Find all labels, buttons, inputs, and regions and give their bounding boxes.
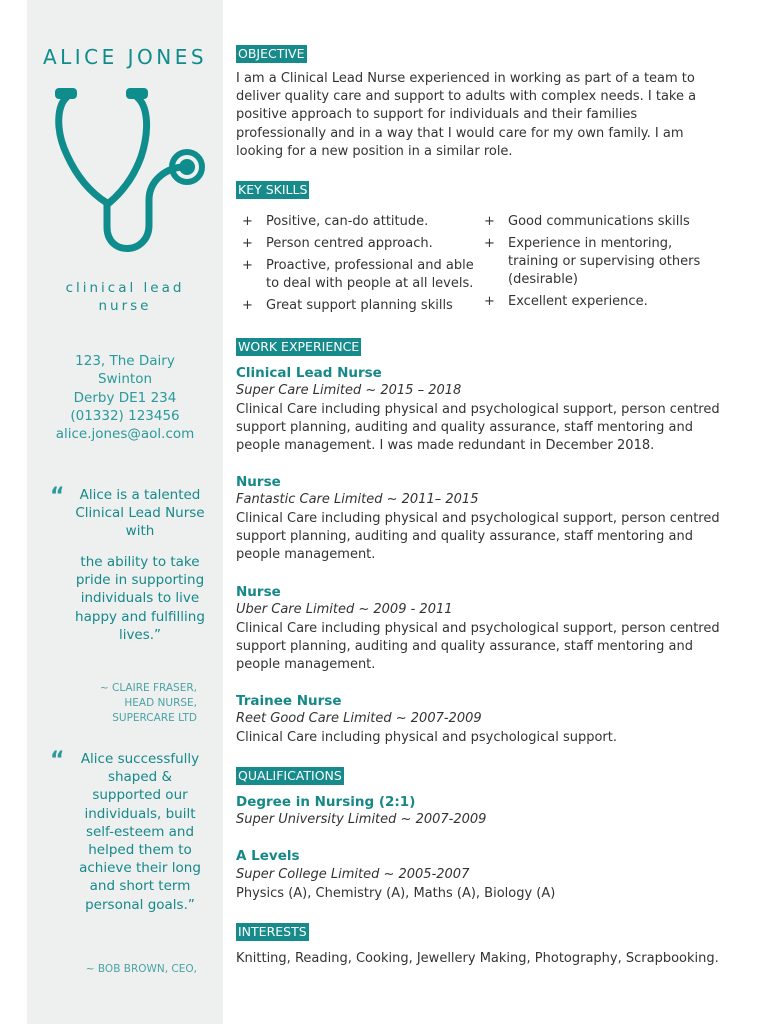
job-description: Clinical Care including physical and psychological support.: [236, 730, 617, 745]
bullet-icon: +: [242, 214, 253, 229]
address-line-3: Derby DE1 234: [73, 389, 177, 406]
objective-heading: OBJECTIVE: [238, 46, 305, 61]
objective-text: I am a Clinical Lead Nurse experienced in working as part of a team to deliver quality care and support to adults with complex needs. I take a positive approach to support for individuals and their families professionally and in a way that I would care for my own family. I am looking for a new position in a similar role.: [236, 71, 697, 159]
job-title: Nurse: [236, 584, 281, 600]
job-company: Uber Care Limited ~ 2009 - 2011: [236, 602, 453, 617]
job-description: Clinical Care including physical and psychological support, person centred support planning, auditing and quality assurance, staff mentoring and people management.: [236, 511, 720, 563]
testimonial-1-part-2: the ability to take pride in supporting individuals to live happy and fulfilling lives.”: [75, 554, 205, 643]
work-experience-heading: WORK EXPERIENCE: [238, 339, 360, 354]
job-title: Nurse: [236, 474, 281, 490]
qualification-title: Degree in Nursing (2:1): [236, 794, 416, 810]
skill-item: Proactive, professional and able to deal with people at all levels.: [266, 258, 474, 292]
interests-text: Knitting, Reading, Cooking, Jewellery Making, Photography, Scrapbooking.: [236, 951, 719, 966]
testimonial-2-author: ~ BOB BROWN, CEO,: [85, 963, 197, 975]
job-company: Fantastic Care Limited ~ 2011– 2015: [236, 492, 479, 507]
skill-item: Experience in mentoring, training or supervising others (desirable): [508, 236, 701, 288]
bullet-icon: +: [242, 298, 253, 313]
address-line-2: Swinton: [97, 371, 153, 388]
bullet-icon: +: [242, 258, 253, 273]
testimonial-1-author: ~ CLAIRE FRASER, HEAD NURSE, SUPERCARE LTD: [99, 682, 197, 724]
role-line-2: nurse: [98, 298, 152, 314]
quote-mark-icon: “: [50, 484, 65, 509]
testimonial-1-part-1: Alice is a talented Clinical Lead Nurse with: [75, 487, 205, 540]
qualification-detail: Physics (A), Chemistry (A), Maths (A), Biology (A): [236, 886, 556, 901]
quote-mark-icon: “: [50, 748, 65, 773]
qualification-institution: Super College Limited ~ 2005-2007: [236, 867, 470, 882]
bullet-icon: +: [484, 294, 495, 309]
stethoscope-icon: [49, 85, 209, 265]
key-skills-heading: KEY SKILLS: [238, 182, 308, 197]
phone: (01332) 123456: [70, 407, 180, 424]
job-company: Super Care Limited ~ 2015 – 2018: [236, 383, 462, 398]
candidate-name: ALICE JONES: [42, 45, 208, 69]
job-title: Trainee Nurse: [236, 693, 342, 709]
job-title: Clinical Lead Nurse: [236, 365, 382, 381]
job-role: [27, 279, 223, 315]
contact-details: [27, 352, 223, 443]
email[interactable]: alice.jones@aol.com: [55, 426, 195, 443]
bullet-icon: +: [242, 236, 253, 251]
bullet-icon: +: [484, 236, 495, 251]
skill-item: Great support planning skills: [266, 298, 453, 313]
skill-item: Person centred approach.: [266, 236, 433, 251]
qualification-institution: Super University Limited ~ 2007-2009: [236, 812, 487, 827]
qualification-title: A Levels: [236, 848, 300, 864]
testimonial-2: Alice successfully shaped & supported our individuals, built self-esteem and helped them to achieve their long and short term personal goals.”: [79, 751, 201, 913]
job-company: Reet Good Care Limited ~ 2007-2009: [236, 711, 482, 726]
skill-item: Positive, can-do attitude.: [266, 214, 429, 229]
sidebar: [27, 0, 223, 1024]
skill-item: Good communications skills: [508, 214, 690, 229]
skill-item: Excellent experience.: [508, 294, 648, 309]
role-line-1: clinical lead: [65, 280, 185, 296]
qualifications-heading: QUALIFICATIONS: [238, 768, 342, 783]
job-description: Clinical Care including physical and psychological support, person centred support planning, auditing and quality assurance, staff mentoring and people management. I was made redundant in December 2018.: [236, 402, 720, 454]
interests-heading: INTERESTS: [238, 924, 307, 939]
job-description: Clinical Care including physical and psychological support, person centred support planning, auditing and quality assurance, staff mentoring and people management.: [236, 621, 720, 673]
address-line-1: 123, The Dairy: [75, 353, 175, 369]
bullet-icon: +: [484, 214, 495, 229]
